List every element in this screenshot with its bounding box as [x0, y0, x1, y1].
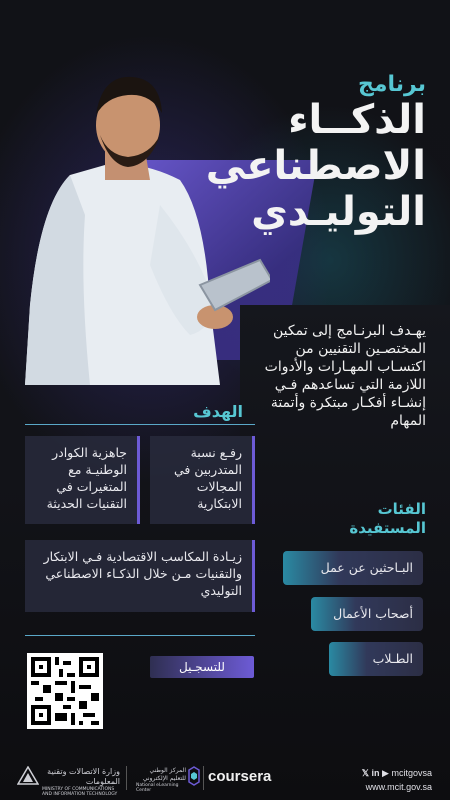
register-button[interactable]: للتسجـيل: [150, 656, 254, 678]
x-icon[interactable]: 𝕏: [361, 768, 370, 778]
social-contact: [362, 766, 432, 794]
youtube-icon[interactable]: ▶: [382, 768, 389, 778]
goal-divider: [25, 424, 255, 425]
website-url[interactable]: www.mcit.gov.sa: [365, 782, 432, 792]
footer-separator-2: [203, 766, 204, 790]
qr-icon: [31, 657, 99, 725]
elearning-center-name: المركز الوطني للتعليم الإلكتروني: [142, 767, 186, 782]
coursera-logo: coursera: [208, 768, 272, 785]
ministry-name-en: MINISTRY OF COMMUNICATIONS AND INFORMATION TECHNOLOGY: [42, 787, 118, 797]
title-line-1: الذكــاء: [288, 97, 426, 143]
elearning-center-name-en: National eLearning Center: [136, 783, 179, 793]
beneficiary-job-seekers: البـاحثين عن عمل: [283, 551, 423, 585]
beneficiaries-heading-line2: المستفيدة: [349, 519, 426, 537]
linkedin-icon[interactable]: in: [371, 768, 380, 778]
ministry-logo-icon: [17, 766, 39, 786]
program-title: [206, 72, 426, 235]
elearning-center-logo-icon: [188, 766, 200, 786]
beneficiary-students: الطـلاب: [329, 642, 423, 676]
goal-heading: الهدف: [193, 402, 243, 421]
title-line-2: الاصطناعي: [205, 143, 426, 189]
beneficiary-business-owners: أصحاب الأعمال: [311, 597, 423, 631]
goal-card-2: جاهزية الكوادر الوطنيـة مع المتغيرات في التقنيات الحديثة: [25, 436, 140, 524]
beneficiaries-heading: [349, 500, 426, 538]
registration-qr-code[interactable]: [27, 653, 103, 729]
goal-card-1: رفـع نسبة المتدربين في المجالات الابتكارية: [150, 436, 255, 524]
beneficiaries-heading-line1: الفئات: [377, 500, 426, 518]
goal-bottom-divider: [25, 635, 255, 636]
title-line-3: التوليـدي: [251, 189, 426, 235]
goal-card-3: زيـادة المكاسب الاقتصادية فـي الابتكار والتقنيات مـن خلال الذكـاء الاصطناعي التوليدي: [25, 540, 255, 612]
footer-separator-1: [126, 766, 127, 790]
ministry-name: وزارة الاتصالات وتقنية المعلومات: [47, 767, 120, 786]
program-description: يهـدف البرنـامج إلى تمكين المختصـين التقنيين من اكتسـاب المهـارات والأدوات اللازمة التي تساعدهم فـي إنشـاء أفكـار مبتكرة وأتمتة المهام: [264, 323, 426, 429]
social-handle: mcitgovsa: [391, 768, 432, 778]
title-prefix: برنامج: [358, 72, 426, 97]
social-row: [362, 766, 432, 780]
